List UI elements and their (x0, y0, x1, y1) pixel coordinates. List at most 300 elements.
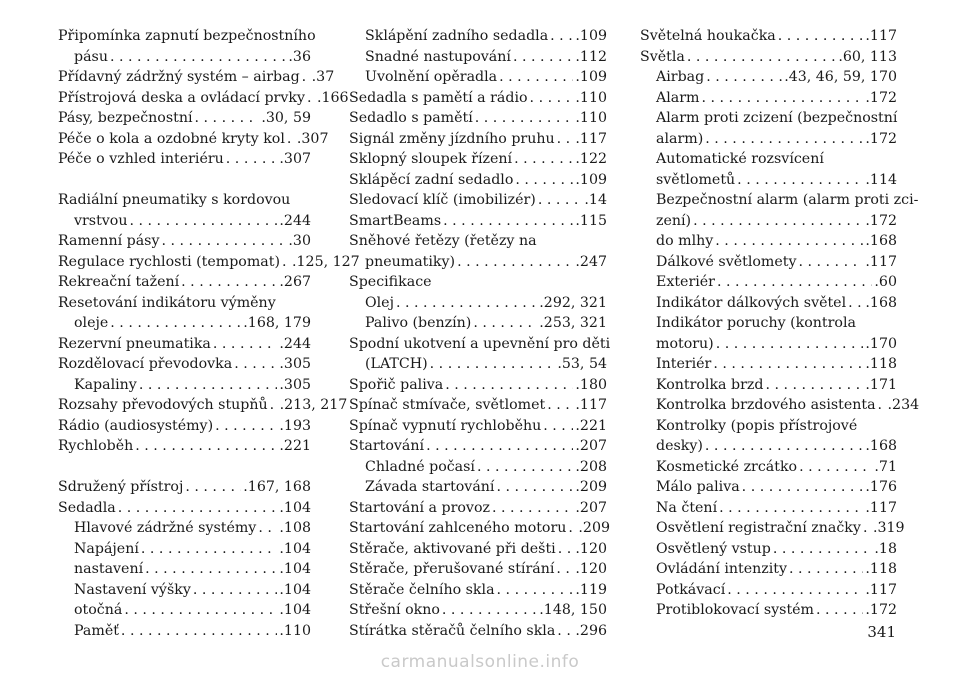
entry-term: do mlhy (656, 233, 714, 249)
index-entry (58, 252, 360, 273)
page-reference: .122 (575, 151, 607, 167)
index-heading: Sněhové řetězy (řetězy na (349, 233, 537, 249)
index-subentry (58, 600, 311, 621)
page-reference: .104 (279, 602, 311, 618)
page-reference: .115 (575, 212, 607, 229)
dot-leader (778, 26, 864, 47)
page-reference: .234 (887, 397, 920, 413)
entry-term: Péče o kola a ozdobné kryty kol (58, 130, 285, 147)
page-reference: .193 (279, 417, 311, 434)
dot-leader (193, 580, 278, 601)
entry-term: Rezervní pneumatika (58, 335, 211, 352)
index-subentry (349, 313, 607, 334)
index-subentry (349, 26, 607, 47)
entry-term: desky) (656, 438, 703, 454)
index-subentry (349, 457, 607, 478)
page-reference: .117 (865, 28, 897, 44)
index-entry (349, 190, 607, 211)
dot-leader (430, 354, 556, 375)
page-reference: .172 (865, 212, 897, 229)
entry-term: Rychloběh (58, 438, 134, 454)
dot-leader (457, 252, 573, 273)
entry-term: Stěrače, aktivované při dešti (349, 540, 556, 557)
dot-leader (742, 477, 864, 498)
dot-leader (473, 313, 537, 334)
index-entry (58, 354, 311, 375)
page-reference: .221 (575, 417, 607, 434)
dot-leader (557, 129, 574, 150)
index-entry (349, 354, 607, 375)
index-heading: Bezpečnostní alarm (alarm proti zci- (656, 192, 919, 208)
page-reference: .125, 127 (292, 253, 360, 270)
dot-leader (129, 211, 277, 232)
page-reference: .37 (311, 69, 335, 85)
index-entry (640, 47, 897, 68)
index-subentry (640, 252, 897, 273)
page-reference: .207 (575, 438, 607, 454)
page-reference: .60, 113 (838, 48, 897, 65)
index-entry (349, 211, 607, 232)
entry-term: Nastavení výšky (74, 581, 191, 598)
page-reference: .60 (874, 274, 897, 290)
dot-leader (497, 580, 574, 601)
index-subentry (58, 559, 311, 580)
dot-leader (181, 272, 277, 293)
dot-leader (118, 498, 278, 519)
dot-leader (141, 539, 278, 560)
entry-term: nastavení (74, 561, 144, 577)
page-reference: .172 (865, 130, 897, 147)
index-column-3 (640, 26, 920, 621)
page-reference: .296 (575, 622, 607, 639)
page-reference: .118 (865, 356, 897, 372)
index-subentry (349, 47, 607, 68)
dot-leader (556, 559, 573, 580)
dot-leader (124, 600, 277, 621)
page-reference: .221 (279, 438, 311, 454)
entry-term: Stěrače čelního skla (349, 581, 495, 598)
index-subentry (640, 518, 905, 539)
index-heading: Alarm proti zcizení (bezpečnostní (656, 110, 898, 126)
entry-term: Péče o vzhled interiéru (58, 151, 224, 167)
dot-leader (110, 313, 241, 334)
dot-leader (558, 539, 574, 560)
index-subentry (349, 293, 607, 314)
page-reference: .168, 179 (243, 315, 311, 331)
entry-term: Sdružený přístroj (58, 479, 184, 495)
entry-term: Pásy, bezpečnostní (58, 110, 193, 126)
page-reference: .110 (575, 110, 607, 126)
entry-term: (LATCH) (365, 356, 428, 372)
index-entry (349, 88, 607, 109)
page-reference: .292, 321 (539, 294, 607, 311)
dot-leader (737, 170, 863, 191)
dot-leader (727, 580, 863, 601)
index-subentry (640, 580, 897, 601)
index-entry (349, 108, 607, 129)
dot-leader (302, 67, 310, 88)
index-entry (349, 600, 607, 621)
page-reference: .168 (865, 233, 897, 249)
index-column-1 (58, 26, 360, 641)
dot-leader (773, 539, 873, 560)
index-heading: Radiální pneumatiky s kordovou (58, 192, 291, 208)
dot-leader (475, 108, 574, 129)
page-reference: .14 (584, 192, 607, 208)
entry-term: Osvětlený vstup (656, 540, 771, 557)
page-reference: .209 (575, 479, 607, 495)
page-reference: .305 (279, 356, 311, 372)
page-reference: .305 (279, 376, 311, 393)
dot-leader (550, 26, 573, 47)
entry-term: Sedadlo s pamětí (349, 110, 473, 126)
index-entry (58, 67, 335, 88)
dot-leader (715, 231, 863, 252)
entry-term: Rekreační tažení (58, 274, 180, 290)
index-subentry (640, 170, 897, 191)
dot-leader (145, 559, 277, 580)
entry-term: Interiér (656, 356, 712, 372)
entry-term: Hlavové zádržné systémy (74, 520, 257, 536)
dot-leader (426, 436, 573, 457)
watermark: carmanualsonline.info (380, 651, 580, 672)
entry-term: Kosmetické zrcátko (656, 458, 798, 475)
entry-term: Málo paliva (656, 479, 740, 495)
entry-term: Kontrolka brzd (656, 376, 764, 393)
page-reference: .117 (575, 130, 607, 147)
index-entry (349, 375, 607, 396)
index-entry (58, 395, 348, 416)
entry-term: Alarm (656, 89, 700, 106)
page-reference: .166 (316, 89, 349, 106)
page-reference: .148, 150 (539, 602, 607, 618)
page-reference: .170 (865, 335, 897, 352)
index-entry (349, 621, 607, 642)
index-subentry (640, 211, 897, 232)
entry-term: Indikátor dálkových světel (656, 294, 847, 311)
page-number: 341 (867, 623, 896, 641)
page-reference: .120 (575, 540, 607, 557)
entry-term: Ovládání intenzity (656, 561, 788, 577)
dot-leader (195, 108, 260, 129)
page-reference: .109 (575, 171, 607, 188)
page-reference: .172 (865, 602, 897, 618)
index-entry (58, 498, 311, 519)
index-heading: Automatické rozsvícení (656, 151, 824, 167)
entry-term: Uvolnění opěradla (365, 69, 498, 85)
page-reference: .53, 54 (557, 356, 607, 372)
entry-term: Světelná houkačka (640, 28, 776, 44)
page-reference: .244 (279, 335, 311, 352)
dot-leader (445, 375, 573, 396)
dot-leader (798, 252, 863, 273)
page-reference: .104 (279, 540, 311, 557)
dot-leader (513, 47, 573, 68)
dot-leader (514, 149, 573, 170)
entry-term: Potkávací (656, 581, 726, 598)
dot-leader (282, 252, 290, 273)
entry-term: Chladné počasí (365, 458, 475, 475)
index-subentry (349, 67, 607, 88)
index-subentry (640, 600, 897, 621)
index-entry (349, 252, 607, 273)
dot-leader (396, 293, 537, 314)
entry-term: Rádio (audiosystémy) (58, 417, 214, 434)
index-subentry (640, 559, 897, 580)
dot-leader (496, 477, 573, 498)
index-heading: Připomínka zapnutí bezpečnostního (58, 28, 316, 44)
dot-leader (816, 600, 863, 621)
entry-term: Přídavný zádržný systém – airbag (58, 69, 300, 85)
dot-leader (765, 375, 863, 396)
dot-leader (185, 477, 241, 498)
entry-term: Olej (365, 294, 394, 311)
page-reference: .307 (279, 151, 311, 167)
index-entry (58, 416, 311, 437)
entry-term: Sedadla (58, 499, 116, 516)
entry-term: Osvětlení registrační značky (656, 520, 861, 536)
index-entry (349, 559, 607, 580)
dot-leader (693, 211, 863, 232)
dot-leader (543, 416, 573, 437)
dot-leader (258, 518, 277, 539)
entry-term: otočná (74, 602, 123, 618)
index-entry (349, 149, 607, 170)
entry-term: Exteriér (656, 274, 715, 290)
page-reference: .112 (575, 48, 607, 65)
dot-leader (568, 518, 576, 539)
index-subentry (58, 580, 311, 601)
dot-leader (789, 559, 863, 580)
page-reference: .43, 46, 59, 170 (784, 69, 897, 85)
page-reference: .168 (865, 294, 897, 311)
index-entry (349, 539, 607, 560)
index-entry (640, 26, 897, 47)
entry-term: Světla (640, 48, 685, 65)
entry-term: Stírátka stěračů čelního skla (349, 622, 556, 639)
dot-leader (547, 395, 573, 416)
index-entry (58, 477, 311, 498)
dot-leader (492, 498, 573, 519)
index-entry (349, 498, 607, 519)
index-entry (349, 580, 607, 601)
page-reference: .172 (865, 89, 897, 106)
page-reference: .114 (865, 171, 897, 188)
page-reference: .171 (865, 376, 897, 393)
index-entry (58, 149, 311, 170)
index-entry (58, 231, 311, 252)
page-reference: .109 (575, 69, 607, 85)
entry-term: Rozdělovací převodovka (58, 356, 233, 372)
entry-term: Signál změny jízdního pruhu (349, 130, 555, 147)
index-subentry (349, 477, 607, 498)
index-entry (58, 47, 311, 68)
entry-term: Startování zahlceného motoru (349, 520, 567, 536)
page-reference: .30 (288, 233, 311, 249)
index-subentry (640, 539, 897, 560)
dot-leader (717, 272, 872, 293)
entry-term: Spínač vypnutí rychloběhu (349, 417, 542, 434)
index-entry (349, 416, 607, 437)
dot-leader (557, 621, 573, 642)
page-reference: .208 (575, 458, 607, 475)
entry-term: oleje (74, 315, 109, 331)
page-reference: .104 (279, 581, 311, 598)
index-subentry (640, 498, 897, 519)
page-reference: .247 (575, 253, 607, 270)
page-reference: .213, 217 (279, 397, 348, 413)
index-entry (58, 272, 311, 293)
entry-term: Startování (349, 438, 425, 454)
index-subentry (640, 129, 897, 150)
dot-leader (530, 88, 574, 109)
index-subentry (640, 395, 920, 416)
entry-term: pneumatiky) (365, 253, 456, 270)
dot-leader (706, 67, 782, 88)
index-entry (58, 211, 311, 232)
dot-leader (719, 498, 863, 519)
index-heading: Resetování indikátoru výměny (58, 294, 276, 311)
index-entry (58, 129, 329, 150)
dot-leader (499, 67, 573, 88)
dot-leader (538, 190, 583, 211)
page-reference: .319 (872, 520, 905, 536)
dot-leader (135, 436, 277, 457)
entry-term: Snadné nastupování (365, 48, 511, 65)
dot-leader (234, 354, 277, 375)
index-entry (349, 436, 607, 457)
dot-leader (121, 621, 277, 642)
section-gap (58, 170, 311, 191)
entry-term: pásu (74, 48, 108, 65)
entry-term: Závada startování (365, 479, 495, 495)
entry-term: Kontrolka brzdového asistenta (656, 397, 876, 413)
index-entry (58, 88, 349, 109)
entry-term: Sedadla s pamětí a rádio (349, 89, 528, 106)
dot-leader (477, 457, 573, 478)
index-entry (58, 313, 311, 334)
page-reference: .118 (865, 561, 897, 577)
entry-term: Sklopný sloupek řízení (349, 151, 513, 167)
entry-term: motoru) (656, 335, 714, 352)
dot-leader (799, 457, 872, 478)
index-entry (349, 129, 607, 150)
index-entry (58, 108, 311, 129)
page-reference: .117 (575, 397, 607, 413)
dot-leader (110, 47, 286, 68)
index-subentry (640, 88, 897, 109)
index-entry (349, 170, 607, 191)
page-reference: .253, 321 (539, 315, 607, 331)
page-reference: .267 (279, 274, 311, 290)
page-reference: .120 (575, 561, 607, 577)
entry-term: světlometů (656, 171, 736, 188)
index-subentry (640, 67, 897, 88)
page-reference: .104 (279, 561, 311, 577)
index-subentry (640, 272, 897, 293)
index-entry (58, 436, 311, 457)
page-reference: .167, 168 (243, 479, 311, 495)
index-heading: Kontrolky (popis přístrojové (656, 417, 858, 434)
entry-term: Rozsahy převodových stupňů (58, 397, 268, 413)
entry-term: alarm) (656, 130, 704, 147)
page-reference: .307 (296, 130, 329, 147)
entry-term: Paměť (74, 622, 119, 639)
index-heading: Specifikace (349, 274, 432, 290)
index-subentry (640, 231, 897, 252)
page-reference: .180 (575, 376, 607, 393)
dot-leader (213, 334, 278, 355)
entry-term: Protiblokovací systém (656, 602, 815, 618)
index-column-2 (349, 26, 611, 641)
dot-leader (307, 88, 315, 109)
page-reference: .209 (578, 520, 610, 536)
entry-term: Dálkové světlomety (656, 253, 797, 270)
index-subentry (58, 518, 311, 539)
index-subentry (640, 375, 897, 396)
page-reference: .30, 59 (261, 110, 311, 126)
page-reference: .110 (279, 622, 311, 639)
entry-term: Spínač stmívače, světlomet (349, 397, 546, 413)
index-entry (349, 395, 607, 416)
dot-leader (705, 129, 863, 150)
entry-term: Sklápění zadního sedadla (365, 28, 549, 44)
dot-leader (139, 375, 278, 396)
entry-term: Střešní okno (349, 602, 440, 618)
dot-leader (515, 170, 573, 191)
index-heading: Indikátor poruchy (kontrola (656, 315, 856, 331)
dot-leader (442, 600, 537, 621)
page-reference: .176 (865, 479, 897, 495)
index-heading: Spodní ukotvení a upevnění pro děti (349, 335, 611, 352)
entry-term: Airbag (656, 69, 705, 85)
entry-term: Ramenní pásy (58, 233, 160, 249)
dot-leader (226, 149, 278, 170)
entry-term: Kapaliny (74, 376, 137, 393)
entry-term: vrstvou (74, 212, 128, 229)
index-subentry (58, 539, 311, 560)
entry-term: Sledovací klíč (imobilizér) (349, 192, 536, 208)
page-reference: .109 (575, 28, 607, 44)
dot-leader (713, 354, 863, 375)
index-entry (349, 518, 610, 539)
page-reference: .117 (865, 253, 897, 270)
dot-leader (878, 395, 886, 416)
dot-leader (270, 395, 278, 416)
entry-term: Sklápěcí zadní sedadlo (349, 171, 514, 188)
index-entry (58, 334, 311, 355)
entry-term: zení) (656, 212, 692, 229)
page-reference: .104 (279, 499, 311, 516)
page-reference: .108 (279, 520, 311, 536)
dot-leader (705, 436, 864, 457)
entry-term: Regulace rychlosti (tempomat) (58, 253, 280, 270)
dot-leader (848, 293, 863, 314)
page-reference: .168 (865, 438, 897, 454)
dot-leader (687, 47, 837, 68)
section-gap (58, 457, 311, 478)
entry-term: Napájení (74, 540, 139, 557)
dot-leader (161, 231, 286, 252)
page-reference: .18 (874, 540, 897, 557)
index-subentry (640, 477, 897, 498)
index-subentry (640, 354, 897, 375)
entry-term: Spořič paliva (349, 376, 444, 393)
page-reference: .119 (575, 581, 607, 598)
dot-leader (443, 211, 573, 232)
dot-leader (215, 416, 277, 437)
index-subentry (640, 334, 897, 355)
